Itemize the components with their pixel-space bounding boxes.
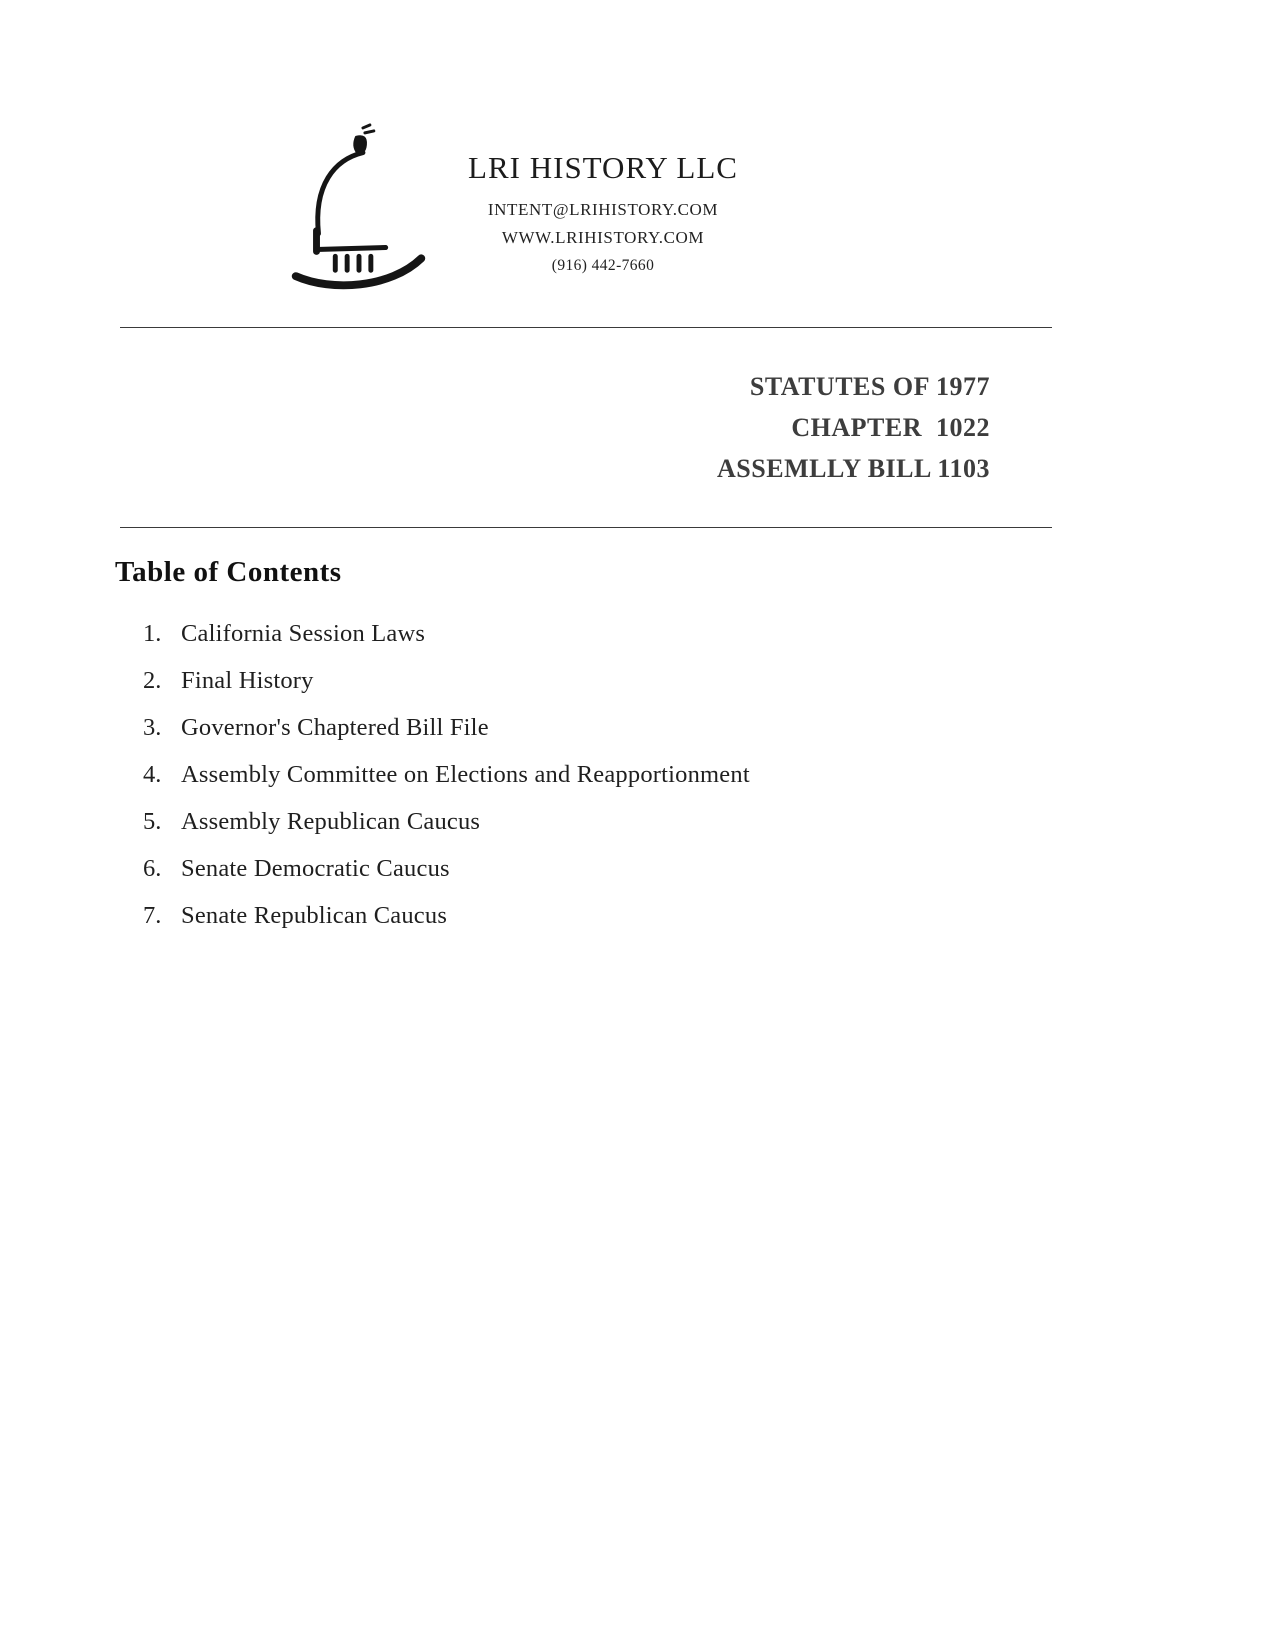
company-email: INTENT@LRIHISTORY.COM: [487, 200, 719, 219]
toc-item-label: California Session Laws: [181, 620, 426, 647]
toc-item-number: 2.: [143, 667, 162, 694]
toc-item: [143, 714, 1043, 761]
company-website: WWW.LRIHISTORY.COM: [501, 228, 705, 247]
toc-item-label: Senate Democratic Caucus: [181, 855, 450, 882]
company-name: LRI HISTORY LLC: [468, 150, 738, 185]
toc-item-number: 6.: [143, 855, 162, 882]
toc-item: [143, 855, 1043, 902]
capitol-dome-icon: [288, 122, 430, 290]
statutes-block: [717, 366, 990, 489]
toc-item-label: Governor's Chaptered Bill File: [181, 714, 489, 741]
toc-item: [143, 620, 1043, 667]
toc-item-label: Senate Republican Caucus: [181, 902, 448, 929]
divider-bottom: [120, 527, 1052, 528]
toc-item-number: 3.: [143, 714, 162, 741]
divider-top: [120, 327, 1052, 328]
toc-title: Table of Contents: [115, 556, 342, 588]
toc-item-label: Assembly Committee on Elections and Reapportionment: [181, 761, 750, 788]
statutes-line-2: CHAPTER 1022: [791, 413, 990, 442]
toc-item: [143, 761, 1043, 808]
toc-item-label: Assembly Republican Caucus: [181, 808, 481, 835]
company-logo: [288, 122, 430, 290]
company-header: [458, 150, 748, 280]
toc-list: [143, 620, 1043, 949]
toc-item: [143, 902, 1043, 949]
toc-item-number: 5.: [143, 808, 162, 835]
toc-item-number: 4.: [143, 761, 162, 788]
statutes-line-1: STATUTES OF 1977: [749, 372, 990, 401]
toc-item: [143, 667, 1043, 714]
toc-item-number: 1.: [143, 620, 162, 647]
company-phone: (916) 442-7660: [551, 257, 655, 274]
toc-item-number: 7.: [143, 902, 162, 929]
toc-item: [143, 808, 1043, 855]
toc-item-label: Final History: [181, 667, 314, 694]
statutes-line-3: ASSEMLLY BILL 1103: [717, 454, 990, 483]
